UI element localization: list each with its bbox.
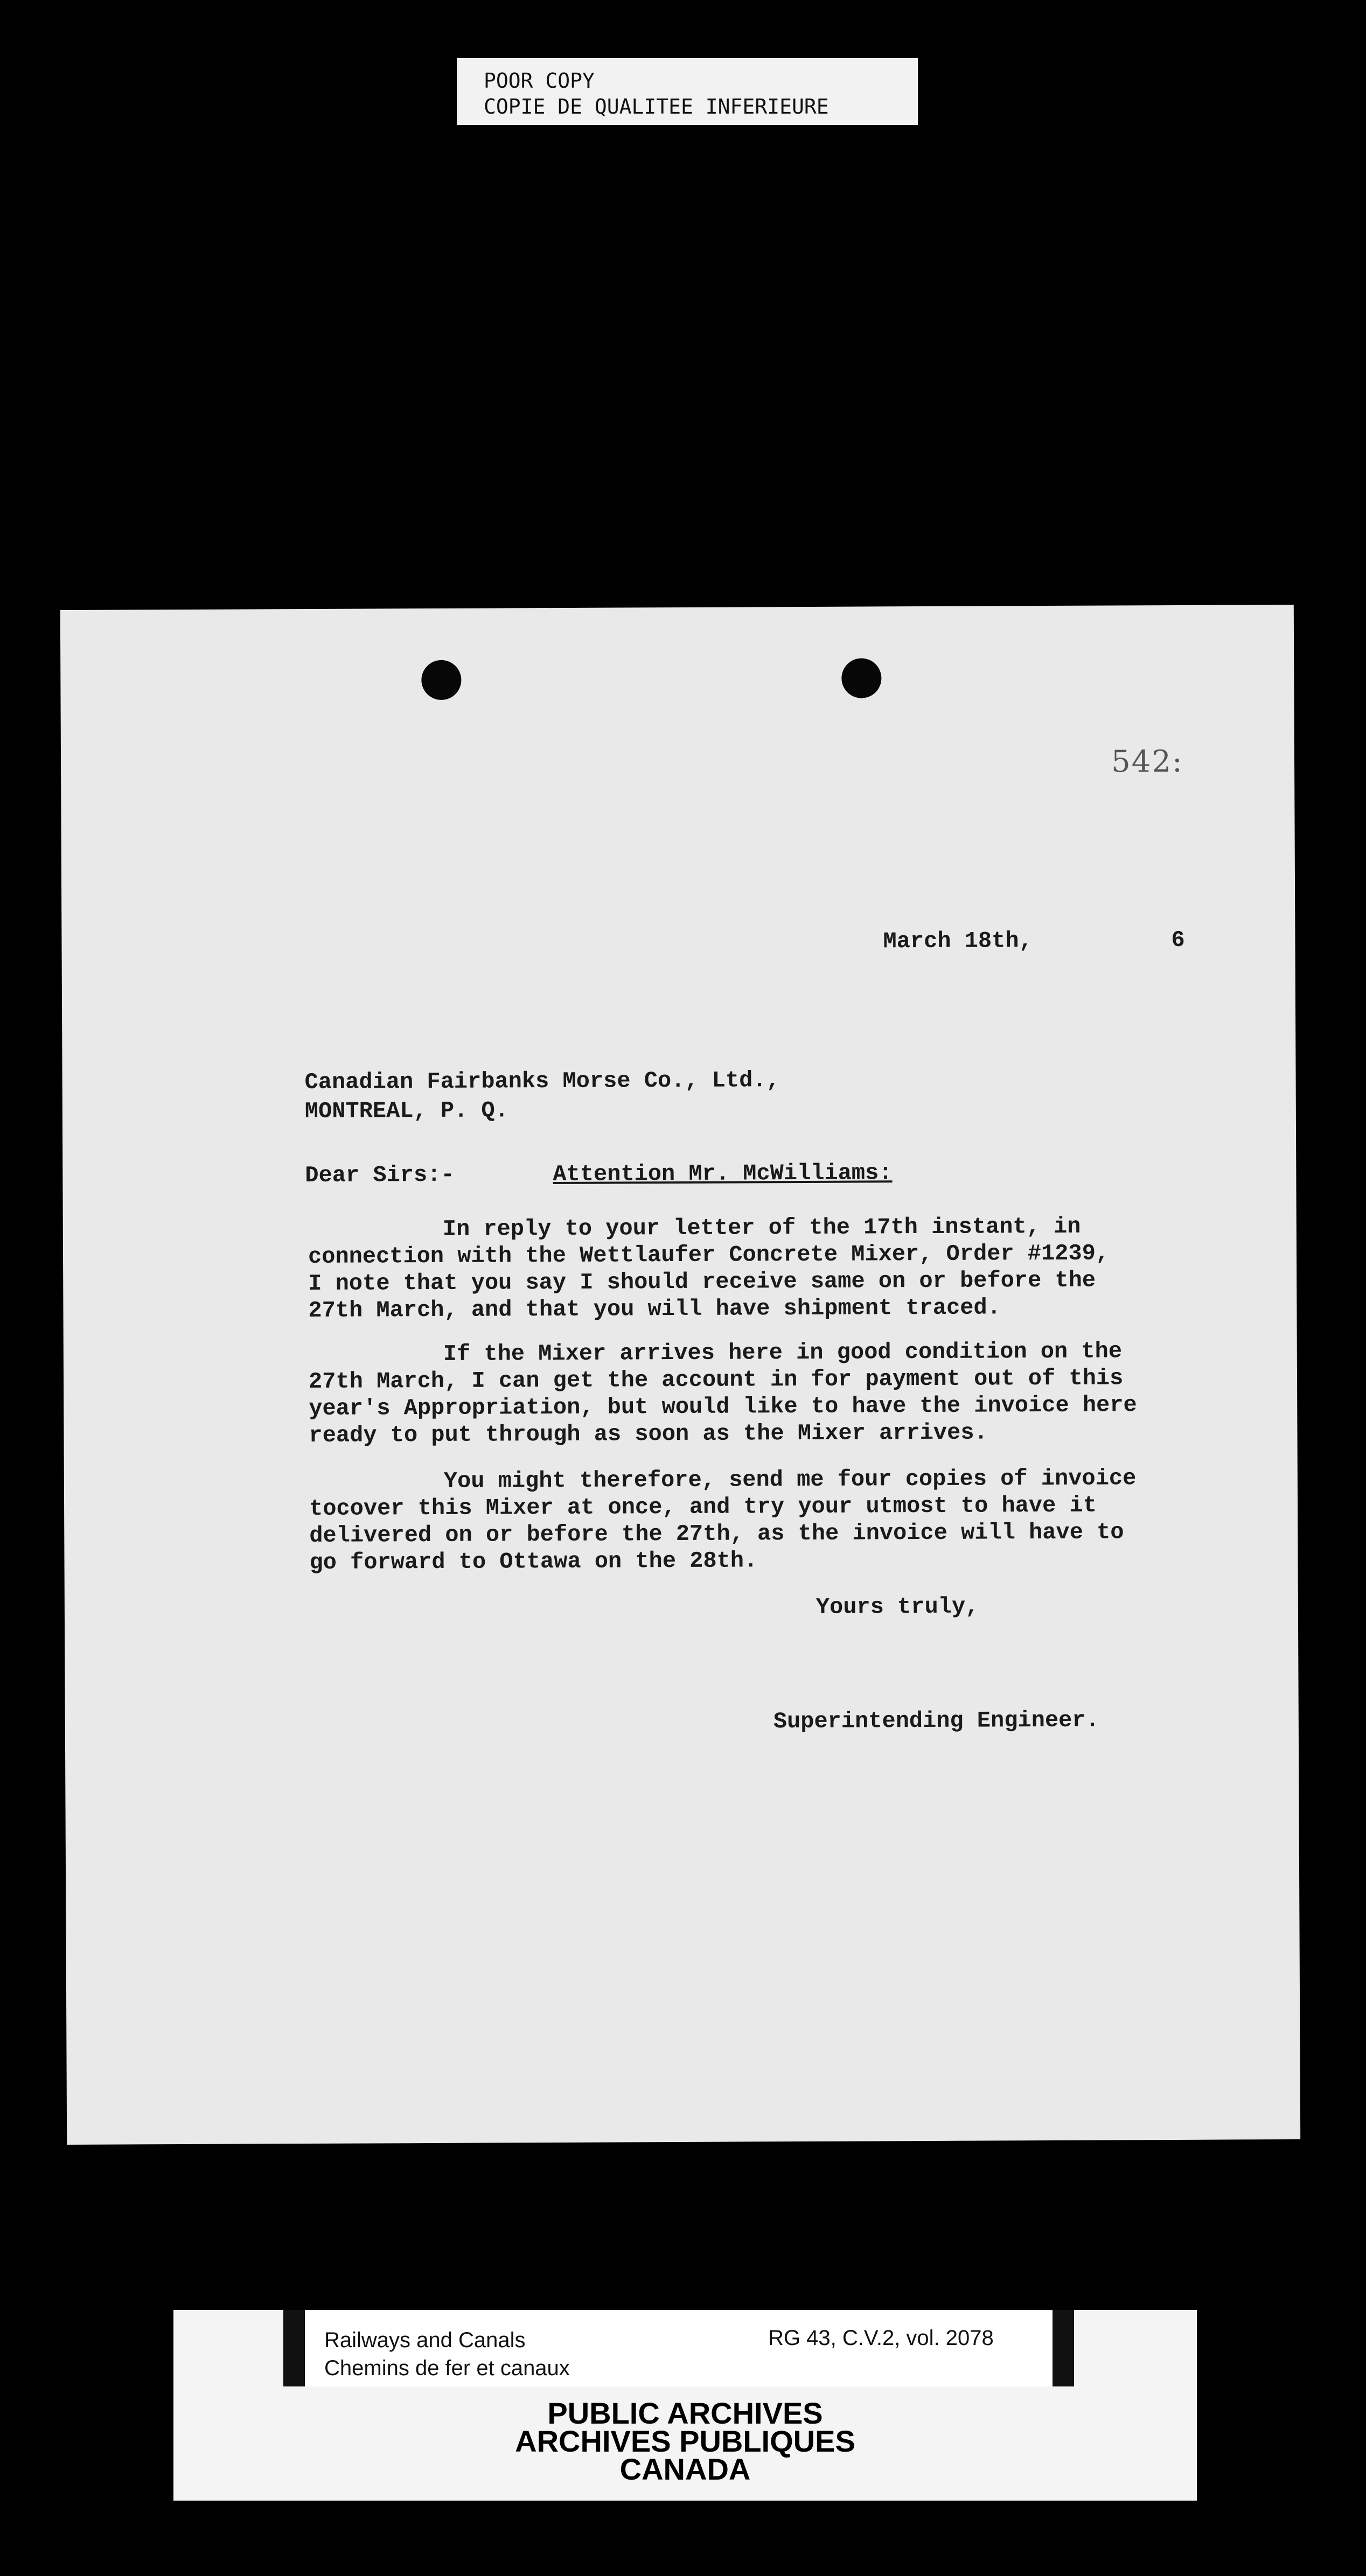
paragraph-line: go forward to Ottawa on the 28th. xyxy=(309,1548,758,1576)
addressee-city: MONTREAL, P. Q. xyxy=(304,1097,509,1125)
closing: Yours truly, xyxy=(816,1593,979,1620)
paragraph-line: 27th March, I can get the account in for payment out of this xyxy=(308,1365,1124,1395)
body-paragraph-1 xyxy=(308,1213,1110,1324)
attention-line: Attention Mr. McWilliams: xyxy=(553,1160,893,1188)
paragraph-line: If the Mixer arrives here in good condition on the xyxy=(443,1338,1123,1367)
archives-title-fr: ARCHIVES PUBLIQUES xyxy=(515,2424,855,2458)
body-paragraph-2 xyxy=(309,1338,1137,1449)
fonds-name-fr: Chemins de fer et canaux xyxy=(324,2356,570,2380)
addressee-company: Canadian Fairbanks Morse Co., Ltd., xyxy=(304,1067,780,1096)
page-number: 542: xyxy=(1111,744,1183,780)
paragraph-line: 27th March, and that you will have shipment traced. xyxy=(308,1294,1001,1324)
letter-date-year: 6 xyxy=(1171,927,1185,954)
paragraph-line: In reply to your letter of the 17th instant, in xyxy=(442,1213,1081,1242)
record-group-reference: RG 43, C.V.2, vol. 2078 xyxy=(768,2326,994,2350)
fonds-name-en: Railways and Canals xyxy=(324,2328,526,2352)
letter-date: March 18th, xyxy=(883,928,1033,955)
signature-title: Superintending Engineer. xyxy=(773,1707,1099,1735)
reference-block xyxy=(283,2310,1074,2386)
fonds-name xyxy=(324,2326,570,2382)
punch-hole-left xyxy=(421,660,461,700)
salutation: Dear Sirs:- xyxy=(305,1161,455,1189)
archives-title-en: PUBLIC ARCHIVES xyxy=(547,2396,823,2430)
letter-page xyxy=(60,605,1300,2145)
punch-hole-right xyxy=(841,658,881,698)
paragraph-line: tocover this Mixer at once, and try your utmost to have it xyxy=(309,1492,1097,1522)
poor-copy-line-en: POOR COPY xyxy=(484,69,595,93)
paragraph-line: You might therefore, send me four copies of invoice xyxy=(443,1465,1137,1494)
addressee-block xyxy=(305,1066,780,1126)
poor-copy-line-fr: COPIE DE QUALITEE INFERIEURE xyxy=(484,95,829,118)
paragraph-line: connection with the Wettlaufer Concrete Mixer, Order #1239, xyxy=(308,1240,1110,1270)
paragraph-line: ready to put through as soon as the Mixer arrives. xyxy=(309,1419,988,1449)
body-paragraph-3 xyxy=(309,1465,1137,1576)
archives-title-country: CANADA xyxy=(619,2452,751,2486)
archives-footer xyxy=(173,2310,1197,2501)
paragraph-line: year's Appropriation, but would like to have the invoice here xyxy=(309,1392,1137,1422)
archives-title xyxy=(173,2396,1197,2486)
poor-copy-label xyxy=(457,58,918,125)
paragraph-line: delivered on or before the 27th, as the invoice will have to xyxy=(309,1519,1124,1549)
paragraph-line: I note that you say I should receive same on or before the xyxy=(308,1267,1096,1297)
